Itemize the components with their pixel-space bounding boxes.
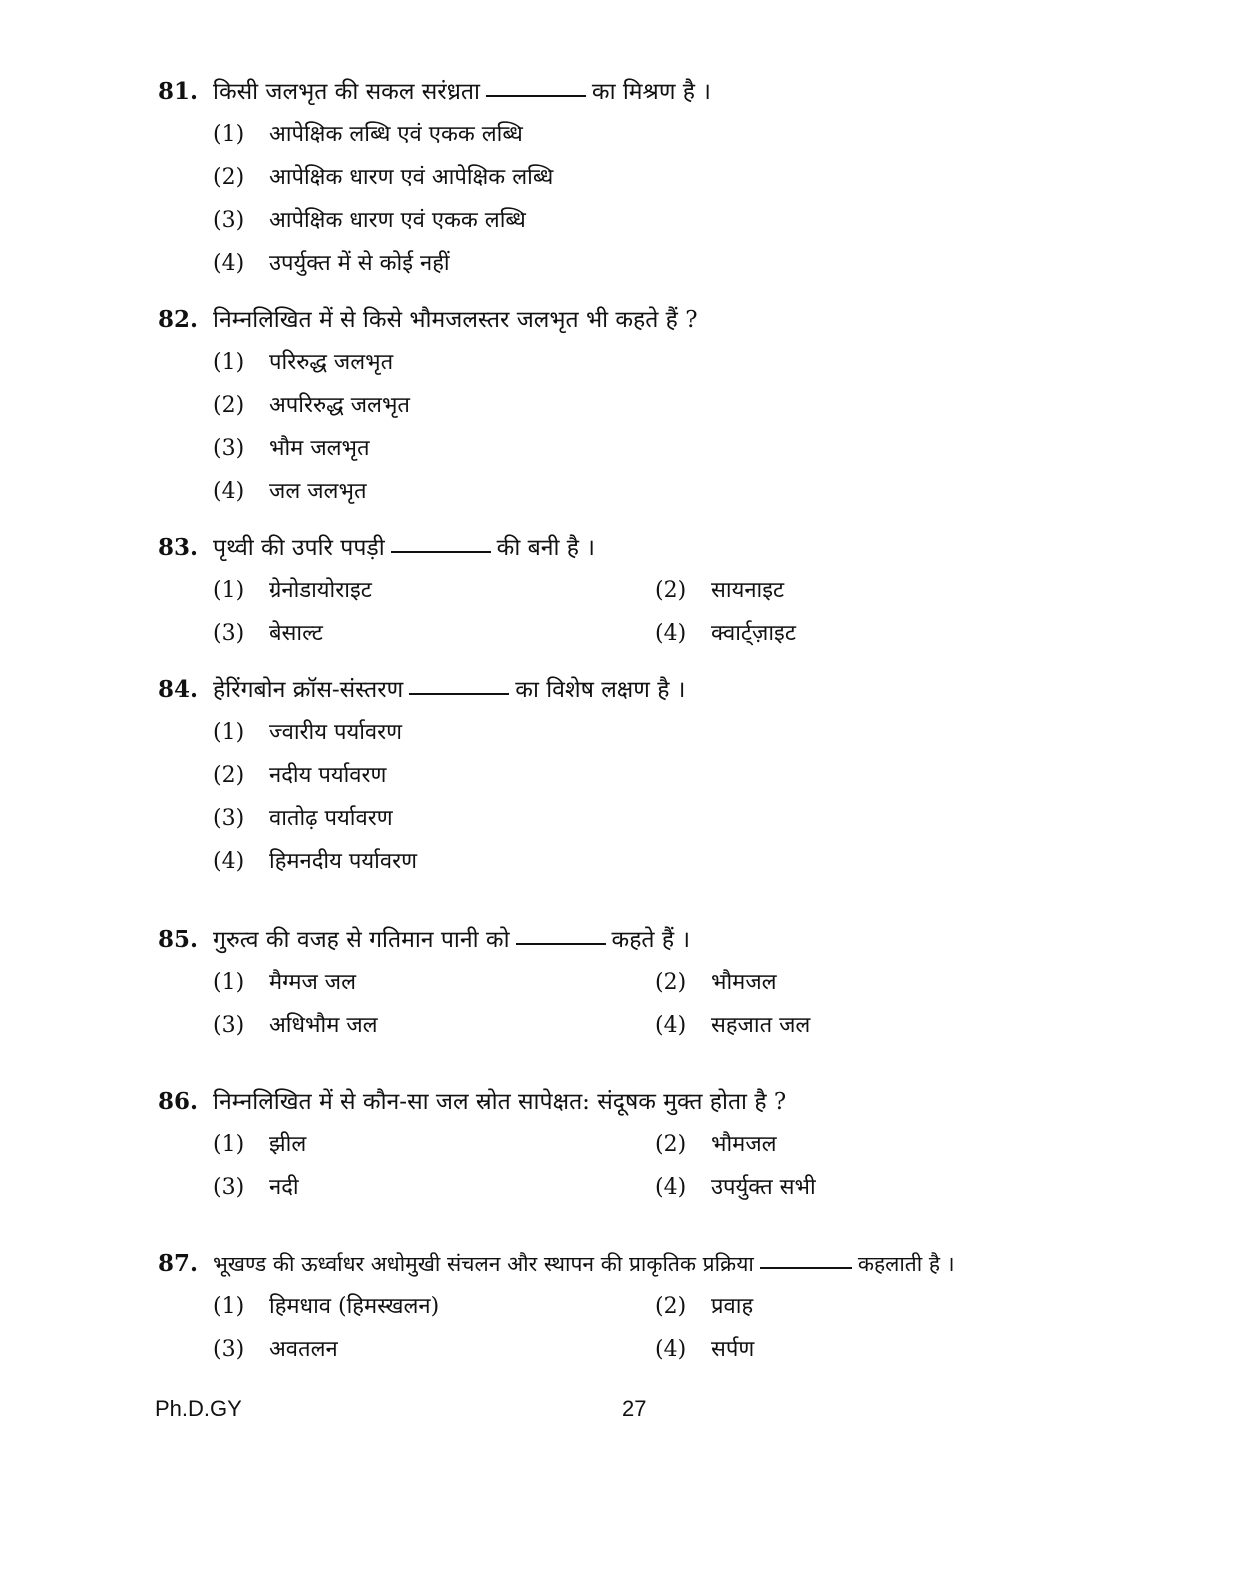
question-number: 83.: [158, 534, 199, 561]
question-text: निम्नलिखित में से कौन-सा जल स्रोत सापेक्षत: संदूषक मुक्त होता है ?: [213, 1089, 787, 1115]
answer-blank: [409, 693, 509, 695]
question-number: 81.: [158, 78, 199, 105]
question-stem: [158, 920, 1208, 960]
question-text: गुरुत्व की वजह से गतिमान पानी को कहते हैं ।: [213, 927, 691, 953]
question-82: 82. निम्नलिखित में से किसे भौमजलस्तर जलभृत भी कहते हैं ? (1) परिरुद्ध जलभृत (2) अपरिरुद्ध जलभृत (3) भौम जलभृत (4) जल जलभृत: [158, 300, 1208, 340]
question-number: 82.: [158, 306, 199, 333]
question-87: 87. भूखण्ड की ऊर्ध्वाधर अधोमुखी संचलन और स्थापन की प्राकृतिक प्रक्रिया कहलाती है । (1) हिमधाव (हिमस्खलन) (2) प्रवाह (3) अवतलन (4) सर्पण: [158, 1244, 1208, 1284]
question-number: 85.: [158, 926, 199, 953]
question-stem: [158, 1082, 1208, 1122]
question-number: 86.: [158, 1088, 199, 1115]
question-stem: [158, 1244, 1208, 1284]
question-81: 81. किसी जलभृत की सकल सरंध्रता का मिश्रण है । (1) आपेक्षिक लब्धि एवं एकक लब्धि (2) आपेक्षिक धारण एवं आपेक्षिक लब्धि (3) आपेक्षिक धारण एवं एकक लब्धि (4) उपर्युक्त में से कोई नहीं: [158, 72, 1208, 112]
answer-blank: [391, 551, 491, 553]
question-stem: [158, 528, 1208, 568]
question-text: निम्नलिखित में से किसे भौमजलस्तर जलभृत भी कहते हैं ?: [213, 307, 698, 333]
question-number: 87.: [158, 1250, 199, 1277]
question-text: हेरिंगबोन क्रॉस-संस्तरण का विशेष लक्षण है ।: [213, 677, 686, 703]
question-84: 84. हेरिंगबोन क्रॉस-संस्तरण का विशेष लक्षण है । (1) ज्वारीय पर्यावरण (2) नदीय पर्यावरण (3) वातोढ़ पर्यावरण (4) हिमनदीय पर्यावरण: [158, 670, 1208, 710]
answer-blank: [760, 1267, 852, 1269]
question-text: किसी जलभृत की सकल सरंध्रता का मिश्रण है ।: [213, 79, 712, 105]
page-number: 27: [622, 1396, 647, 1421]
question-85: 85. गुरुत्व की वजह से गतिमान पानी को कहते हैं । (1) मैग्मज जल (2) भौमजल (3) अधिभौम जल (4) सहजात जल: [158, 920, 1208, 960]
question-86: 86. निम्नलिखित में से कौन-सा जल स्रोत सापेक्षत: संदूषक मुक्त होता है ? (1) झील (2) भौमजल (3) नदी (4) उपर्युक्त सभी: [158, 1082, 1208, 1122]
answer-blank: [486, 95, 586, 97]
question-stem: [158, 670, 1208, 710]
question-stem: [158, 72, 1208, 112]
question-number: 84.: [158, 676, 199, 703]
question-text: पृथ्वी की उपरि पपड़ी की बनी है ।: [213, 535, 596, 561]
question-83: 83. पृथ्वी की उपरि पपड़ी की बनी है । (1) ग्रेनोडायोराइट (2) सायनाइट (3) बेसाल्ट (4) क्वार्ट्ज़ाइट: [158, 528, 1208, 568]
question-text: भूखण्ड की ऊर्ध्वाधर अधोमुखी संचलन और स्थापन की प्राकृतिक प्रक्रिया कहलाती है ।: [213, 1252, 955, 1276]
paper-code: Ph.D.GY: [155, 1396, 242, 1421]
answer-blank: [516, 943, 606, 945]
question-stem: [158, 300, 1208, 340]
